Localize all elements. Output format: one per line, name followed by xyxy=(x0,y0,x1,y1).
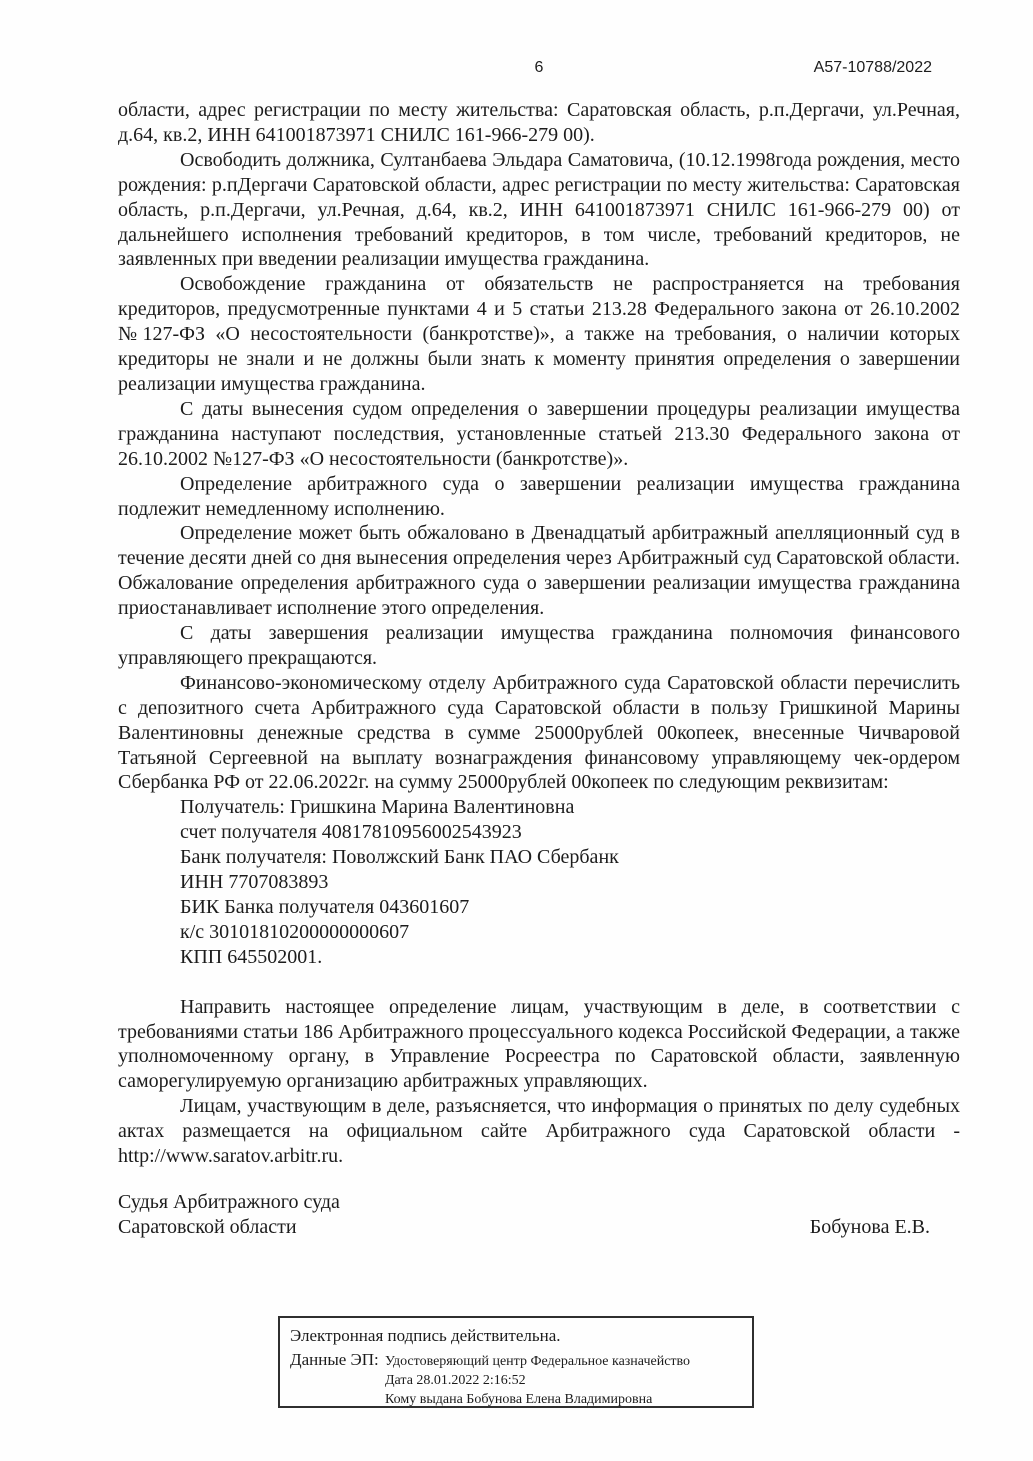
blank-line xyxy=(118,970,960,995)
body-paragraph: Освобождение гражданина от обязательств не распространяется на требования кредиторов, предусмотренные пунктами 4 и 5 статьи 213.28 Федерального закона от 26.10.2002 №127-ФЗ «О несостоятельности (банкротстве)», а также на требования, о наличии которых кредиторы не знали и не должны были знать к моменту принятия определения о завершении реализации имущества гражданина. xyxy=(118,273,960,395)
judge-title-line2: Саратовской области xyxy=(118,1215,297,1238)
requisite-kpp: КПП 645502001. xyxy=(180,945,323,968)
body-paragraph: С даты вынесения судом определения о завершении процедуры реализации имущества гражданина наступают последствия, установленные статьей 213.30 Федерального закона от 26.10.2002 №127-ФЗ «О несостоятельности (банкротстве)». xyxy=(118,397,960,470)
body-paragraph: Освободить должника, Султанбаева Эльдара Саматовича, (10.12.1998года рождения, место рождения: р.пДергачи Саратовской области, адрес регистрации по месту жительства: Саратовская область, р.п.Дергачи, ул.Речная, д.64, кв.2, ИНН 641001873971 СНИЛС 161-966-279 00) от дальнейшего исполнения требований кредиторов, в том числе, требований кредиторов, не заявленных при введении реализации имущества гражданина. xyxy=(118,148,960,271)
stamp-validity-text: Электронная подпись действительна. xyxy=(290,1326,561,1345)
page-header xyxy=(118,58,960,80)
page-number: 6 xyxy=(534,59,544,76)
judge-name: Бобунова Е.В. xyxy=(809,1215,930,1238)
body-paragraph: С даты завершения реализации имущества гражданина полномочия финансового управляющего прекращаются. xyxy=(118,622,960,669)
case-number: А57-10788/2022 xyxy=(813,59,932,76)
body-paragraph: Финансово-экономическому отделу Арбитражного суда Саратовской области перечислить с депозитного счета Арбитражного суда Саратовской области в пользу Гришкиной Марины Валентиновны денежные средства в сумме 25000рублей 00копеек, внесенные Чичваровой Татьяной Сергеевной на выплату вознаграждения финансовому управляющему чек-ордером Сбербанка РФ от 22.06.2022г. на сумму 25000рублей 00копеек по следующим реквизитам: xyxy=(118,671,960,794)
body-paragraph: области, адрес регистрации по месту жительства: Саратовская область, р.п.Дергачи, ул.Речная, д.64, кв.2, ИНН 641001873971 СНИЛС 161-966-279 00). xyxy=(118,99,960,146)
body-paragraph: Определение может быть обжаловано в Двенадцатый арбитражный апелляционный суд в течение десяти дней со дня вынесения определения через Арбитражный суд Саратовской области. Обжалование определения арбитражного суда о завершении реализации имущества гражданина приостанавливает исполнение этого определения. xyxy=(118,522,960,620)
body-paragraph: Определение арбитражного суда о завершении реализации имущества гражданина подлежит немедленному исполнению. xyxy=(118,472,960,520)
stamp-certifying-center: Удостоверяющий центр Федеральное казначейство xyxy=(385,1354,691,1369)
requisite-bank: Банк получателя: Поволжский Банк ПАО Сбербанк xyxy=(180,846,619,869)
electronic-signature-stamp xyxy=(278,1316,754,1408)
body-paragraph: Направить настоящее определение лицам, участвующим в деле, в соответствии с требованиями статьи 186 Арбитражного процессуального кодекса Российской Федерации, а также уполномоченному органу, в Управление Росреестра по Саратовской области, заявленную саморегулируемую организацию арбитражных управляющих. xyxy=(118,995,960,1093)
stamp-details xyxy=(385,1350,690,1409)
judge-title-line1: Судья Арбитражного суда xyxy=(118,1190,340,1213)
stamp-data-label: Данные ЭП: xyxy=(290,1350,379,1369)
requisite-account: счет получателя 40817810956002543923 xyxy=(180,821,522,844)
stamp-date: Дата 28.01.2022 2:16:52 xyxy=(385,1373,526,1388)
requisite-corr-account: к/с 30101810200000000607 xyxy=(180,920,410,943)
payment-requisites xyxy=(118,795,960,969)
requisite-bik: БИК Банка получателя 043601607 xyxy=(180,896,470,918)
requisite-recipient: Получатель: Гришкина Марина Валентиновна xyxy=(180,796,575,819)
body-paragraph: Лицам, участвующим в деле, разъясняется, что информация о принятых по делу судебных актах размещается на официальном сайте Арбитражного суда Саратовской области - http://www.saratov.arbitr.ru. xyxy=(118,1095,960,1168)
document-body xyxy=(118,98,960,1240)
stamp-issued-to: Кому выдана Бобунова Елена Владимировна xyxy=(385,1392,653,1407)
signature-block xyxy=(118,1190,960,1240)
requisite-inn: ИНН 7707083893 xyxy=(180,871,329,894)
